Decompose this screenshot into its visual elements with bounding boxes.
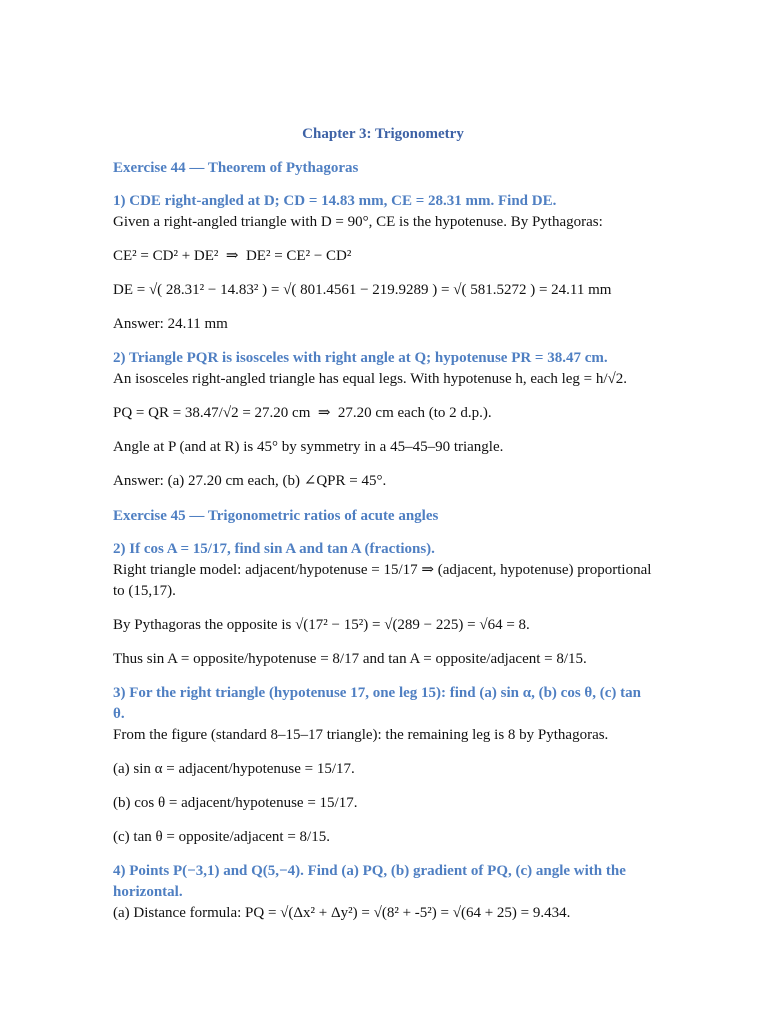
ex45-q2-line-2: By Pythagoras the opposite is √(17² − 15²) = √(289 − 225) = √64 = 8. [113,617,530,633]
ex44-question-1: 1) CDE right-angled at D; CD = 14.83 mm, CE = 28.31 mm. Find DE. [113,193,557,209]
ex45-question-3: 3) For the right triangle (hypotenuse 17, one leg 15): find (a) sin α, (b) cos θ, (c) tan θ. [113,685,641,722]
ex44-q1-line-2: CE² = CD² + DE² ⇒ DE² = CE² − CD² [113,248,352,264]
ex45-q4-line-1: (a) Distance formula: PQ = √(Δx² + Δy²) = √(8² + -5²) = √(64 + 25) = 9.434. [113,905,571,921]
ex44-q2-answer: Answer: (a) 27.20 cm each, (b) ∠QPR = 45°. [113,473,387,489]
exercise-45-heading: Exercise 45 — Trigonometric ratios of acute angles [113,508,439,524]
ex44-q2-line-1: An isosceles right-angled triangle has equal legs. With hypotenuse h, each leg = h/√2. [113,371,628,387]
ex45-q2-line-1: Right triangle model: adjacent/hypotenuse = 15/17 ⇒ (adjacent, hypotenuse) proportional to (15,17). [113,562,652,599]
ex45-question-2: 2) If cos A = 15/17, find sin A and tan A (fractions). [113,541,435,557]
ex44-q1-answer: Answer: 24.11 mm [113,316,228,332]
chapter-title: Chapter 3: Trigonometry [302,126,464,142]
ex45-q2-line-3: Thus sin A = opposite/hypotenuse = 8/17 and tan A = opposite/adjacent = 8/15. [113,651,587,667]
ex45-q3-line-3: (b) cos θ = adjacent/hypotenuse = 15/17. [113,795,358,811]
ex45-q3-line-1: From the figure (standard 8–15–17 triangle): the remaining leg is 8 by Pythagoras. [113,727,609,743]
ex44-q1-line-1: Given a right-angled triangle with D = 90°, CE is the hypotenuse. By Pythagoras: [113,214,603,230]
exercise-44-heading: Exercise 44 — Theorem of Pythagoras [113,160,359,176]
ex44-q2-line-3: Angle at P (and at R) is 45° by symmetry in a 45–45–90 triangle. [113,439,504,455]
ex45-q3-line-4: (c) tan θ = opposite/adjacent = 8/15. [113,829,330,845]
ex44-q1-line-3: DE = √( 28.31² − 14.83² ) = √( 801.4561 − 219.9289 ) = √( 581.5272 ) = 24.11 mm [113,282,612,298]
ex44-q2-line-2: PQ = QR = 38.47/√2 = 27.20 cm ⇒ 27.20 cm each (to 2 d.p.). [113,405,492,421]
document-body [113,124,653,924]
ex44-question-2: 2) Triangle PQR is isosceles with right angle at Q; hypotenuse PR = 38.47 cm. [113,350,608,366]
ex45-question-4: 4) Points P(−3,1) and Q(5,−4). Find (a) PQ, (b) gradient of PQ, (c) angle with the horizontal. [113,863,626,900]
ex45-q3-line-2: (a) sin α = adjacent/hypotenuse = 15/17. [113,761,355,777]
